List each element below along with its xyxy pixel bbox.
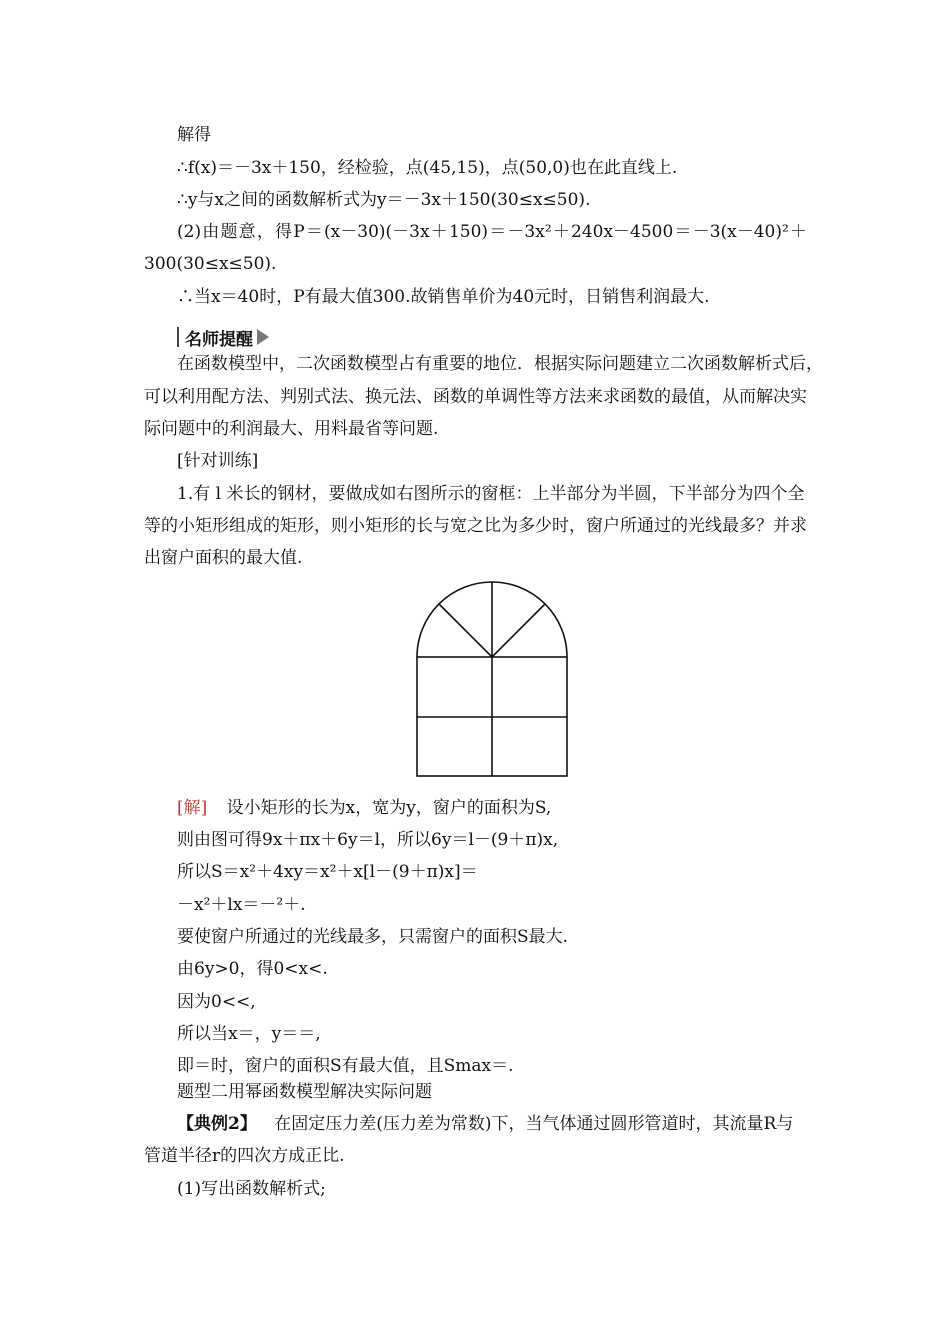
text-line: 300(30≤x≤50). — [144, 254, 277, 274]
question-text: 1.有 l 米长的钢材，要做成如右图所示的窗框：上半部分为半圆，下半部分为四个全 — [177, 484, 805, 504]
solution-line-1 — [177, 797, 551, 819]
tip-paragraph: 在函数模型中，二次函数模型占有重要的地位．根据实际问题建立二次函数解析式后， — [177, 354, 823, 374]
example-line — [177, 1113, 793, 1135]
solution-line: 即＝时，窗户的面积S有最大值，且Smax＝. — [177, 1056, 514, 1076]
section-title: 题型二用幂函数模型解决实际问题 — [177, 1082, 432, 1102]
triangle-arrow-icon — [257, 329, 269, 345]
solution-text: 设小矩形的长为x，宽为y，窗户的面积为S, — [226, 798, 552, 818]
training-heading: [针对训练] — [177, 451, 259, 471]
tip-bar — [177, 327, 179, 347]
tip-paragraph: 际问题中的利润最大、用料最省等问题. — [144, 419, 439, 439]
text-line: ∴f(x)＝－3x＋150，经检验，点(45,15)，点(50,0)也在此直线上. — [177, 158, 678, 178]
solution-line: 所以当x＝，y＝＝, — [177, 1024, 321, 1044]
solution-line: 要使窗户所通过的光线最多，只需窗户的面积S最大. — [177, 927, 569, 947]
text-line: ∴y与x之间的函数解析式为y＝－3x＋150(30≤x≤50). — [177, 190, 591, 210]
question-text: 出窗户面积的最大值. — [144, 548, 303, 568]
text-line: 解得 — [177, 125, 211, 145]
solution-line: 因为0<<, — [177, 992, 256, 1012]
example-text: 在固定压力差(压力差为常数)下，当气体通过圆形管道时，其流量R与 — [274, 1114, 794, 1134]
window-frame-figure — [413, 575, 573, 779]
example-tag: 【典例2】 — [177, 1114, 257, 1134]
tip-paragraph: 可以利用配方法、判别式法、换元法、函数的单调性等方法来求函数的最值，从而解决实 — [144, 387, 807, 407]
solution-tag: [解] — [177, 798, 208, 818]
question-text: 等的小矩形组成的矩形，则小矩形的长与宽之比为多少时，窗户所通过的光线最多？并求 — [144, 516, 807, 536]
right-spoke — [492, 604, 545, 657]
solution-line: 则由图可得9x＋πx＋6y＝l，所以6y＝l－(9＋π)x, — [177, 830, 559, 850]
example-line: 管道半径r的四次方成正比. — [144, 1146, 345, 1166]
left-spoke — [439, 604, 492, 657]
example-line: (1)写出函数解析式; — [177, 1179, 326, 1199]
text-line: ∴当x＝40时，P有最大值300.故销售单价为40元时，日销售利润最大. — [177, 287, 710, 307]
solution-line: 所以S＝x²＋4xy＝x²＋x[l－(9＋π)x]＝ — [177, 862, 478, 882]
solution-line: 由6y>0，得0<x<. — [177, 959, 328, 979]
tip-label: 名师提醒 — [185, 329, 253, 350]
tip-header — [177, 324, 269, 350]
solution-line: －x²＋lx＝－²＋. — [177, 895, 306, 915]
text-line: (2)由题意，得P＝(x－30)(－3x＋150)＝－3x²＋240x－4500＝－3(x－40)²＋ — [177, 222, 807, 242]
